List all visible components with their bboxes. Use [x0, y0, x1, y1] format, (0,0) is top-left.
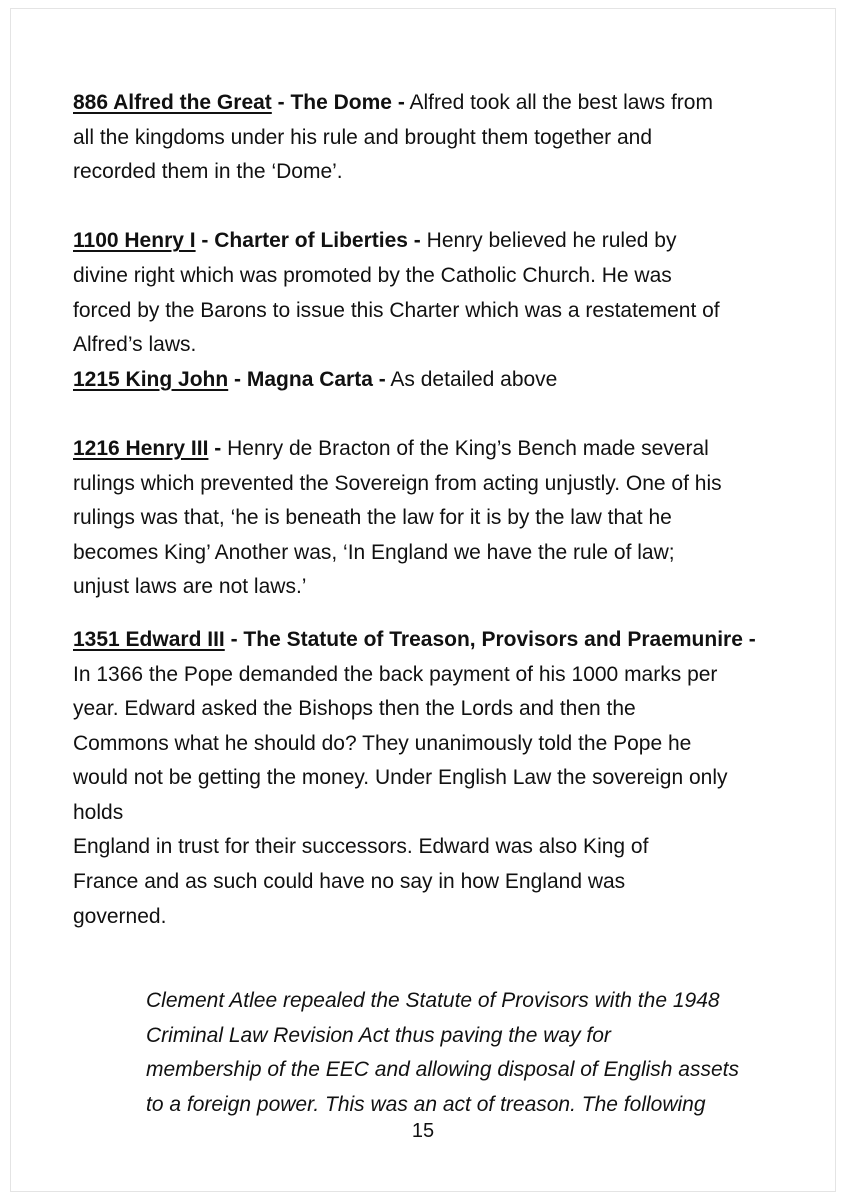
entry-text-line: year. Edward asked the Bishops then the Lords and then the: [73, 697, 636, 721]
entry-date-name: 886 Alfred the Great: [73, 91, 272, 114]
entry-text-line: rulings which prevented the Sovereign from acting unjustly. One of his: [73, 471, 722, 495]
entry-text-line: forced by the Barons to issue this Charter which was a restatement of: [73, 298, 720, 322]
entry-king-john: [73, 363, 773, 398]
entry-heading-line: [73, 623, 773, 658]
entry-text: Henry de Bracton of the King’s Bench made several: [227, 436, 709, 460]
entry-text-line: becomes King’ Another was, ‘In England we have the rule of law;: [73, 540, 675, 564]
entry-text-line: In 1366 the Pope demanded the back payment of his 1000 marks per: [73, 662, 718, 686]
quote-line: Clement Atlee repealed the Statute of Provisors with the 1948: [146, 989, 720, 1012]
entry-separator: -: [271, 91, 291, 114]
entry-henry-i: [73, 224, 773, 362]
entry-title: The Dome -: [290, 91, 405, 114]
entry-text: As detailed above: [385, 367, 558, 391]
entry-separator: -: [195, 229, 215, 253]
document-body: [73, 86, 773, 934]
page-number: 15: [411, 1120, 435, 1142]
entry-text-line: all the kingdoms under his rule and brought them together and: [73, 125, 653, 149]
entry-text: Henry believed he ruled by: [420, 229, 677, 253]
quote-line: membership of the EEC and allowing disposal of English assets: [146, 1058, 739, 1082]
entry-text: Alfred took all the best laws from: [404, 91, 713, 114]
entry-text-line: Commons what he should do? They unanimously told the Pope he: [73, 731, 692, 755]
entry-date-name: 1216 Henry III: [73, 436, 209, 460]
entry-text-line: unjust laws are not laws.’: [73, 575, 307, 599]
entry-text-line: France and as such could have no say in how England was: [73, 870, 626, 894]
entry-text-line: rulings was that, ‘he is beneath the law for it is by the law that he: [73, 506, 672, 530]
spacer: [73, 397, 773, 432]
entry-heading-line: [73, 363, 773, 398]
entry-alfred: [73, 86, 773, 190]
entry-text-line: holds: [73, 800, 124, 824]
entry-text-line: divine right which was promoted by the Catholic Church. He was: [73, 263, 672, 287]
entry-date-name: 1351 Edward III: [73, 627, 225, 651]
entry-text-line: would not be getting the money. Under English Law the sovereign only: [73, 766, 728, 790]
quote-line: Criminal Law Revision Act thus paving the way for: [146, 1023, 611, 1047]
spacer: [73, 190, 773, 225]
spacer: [73, 605, 773, 623]
entry-separator: -: [224, 627, 244, 651]
entry-edward-iii: [73, 623, 773, 934]
entry-separator: -: [228, 367, 247, 391]
entry-text-line: governed.: [73, 904, 167, 928]
entry-title: The Statute of Treason, Provisors and Praemunire -: [243, 627, 756, 651]
entry-heading-line: [73, 432, 773, 467]
entry-henry-iii: [73, 432, 773, 605]
entry-text-line: recorded them in the ‘Dome’.: [73, 160, 343, 184]
entry-date-name: 1100 Henry I: [73, 229, 196, 253]
italic-quote-block: [146, 984, 786, 1122]
quote-line: to a foreign power. This was an act of treason. The following: [146, 1092, 706, 1116]
entry-separator: -: [208, 436, 228, 460]
entry-heading-line: [73, 86, 773, 121]
entry-title: Magna Carta -: [246, 367, 386, 391]
entry-text-line: Alfred’s laws.: [73, 333, 197, 357]
entry-text-line: England in trust for their successors. Edward was also King of: [73, 835, 649, 859]
entry-title: Charter of Liberties -: [214, 229, 421, 253]
entry-heading-line: [73, 224, 773, 259]
entry-date-name: 1215 King John: [73, 367, 229, 391]
